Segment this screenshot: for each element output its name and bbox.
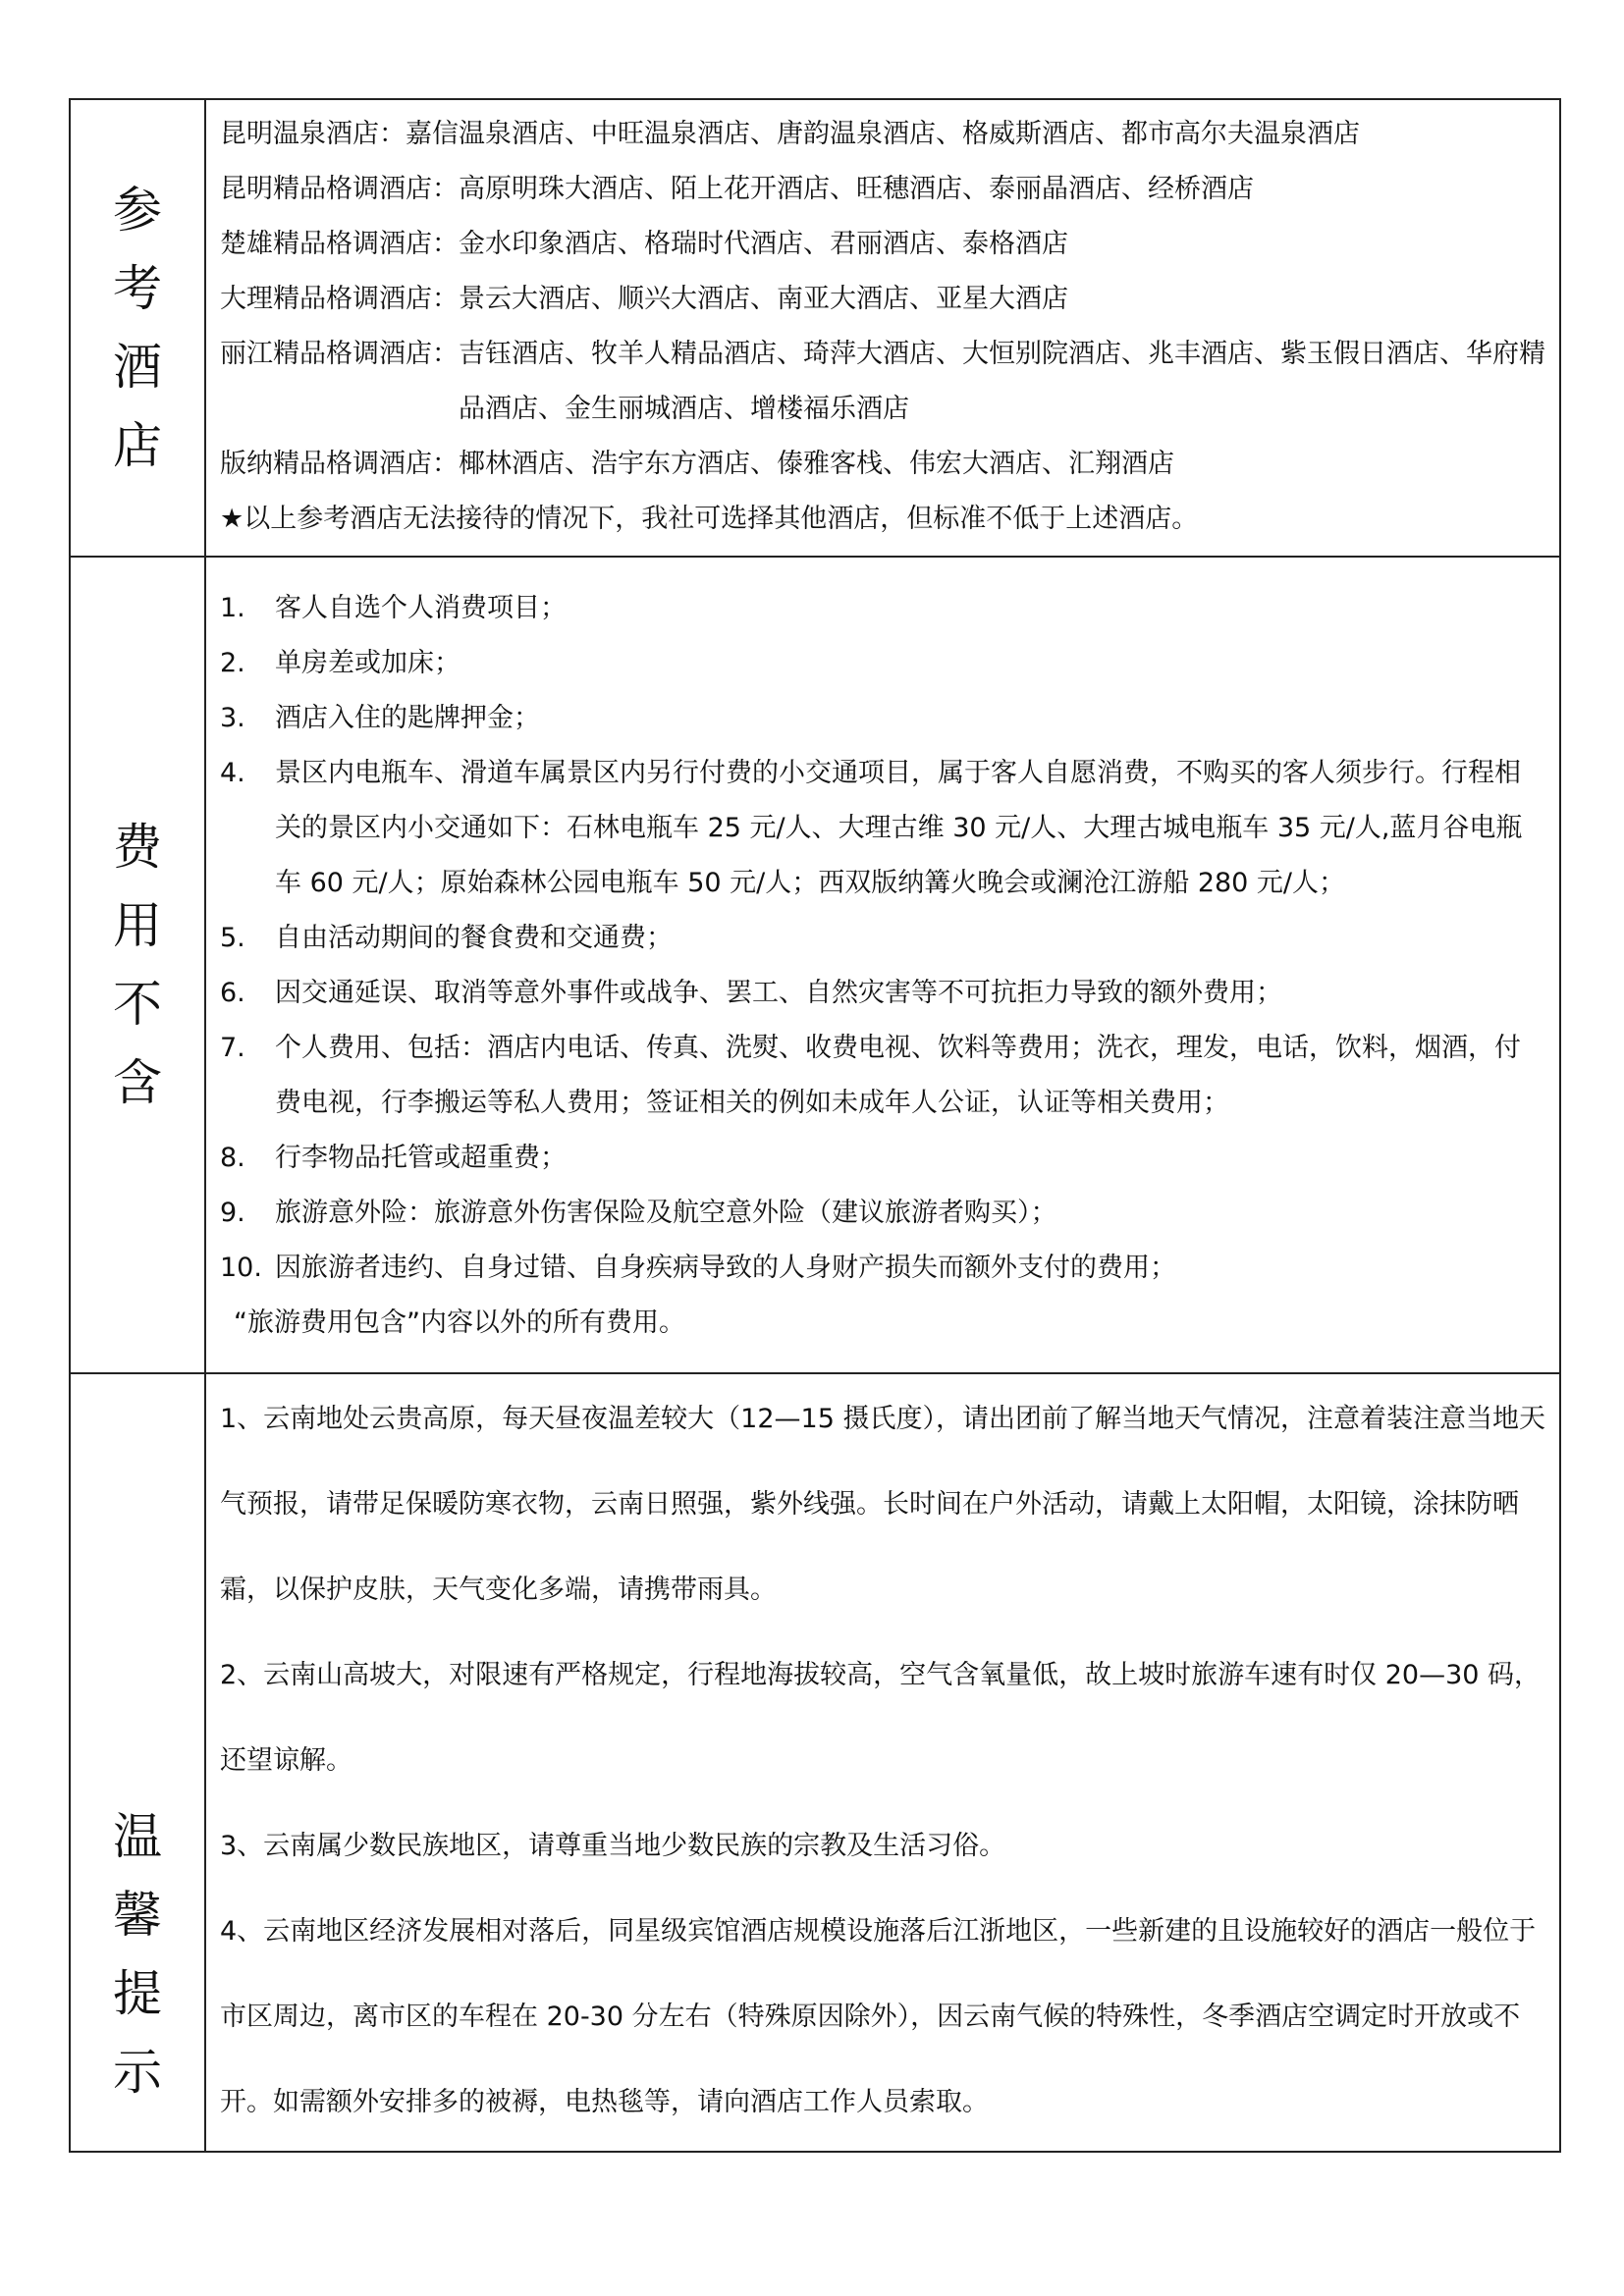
- item-text: 行李物品托管或超重费；: [275, 1143, 567, 1173]
- label-char: 含: [113, 1054, 162, 1111]
- list-item: [220, 636, 1545, 691]
- item-text: 单房差或加床；: [275, 648, 460, 678]
- item-number: 6.: [220, 978, 245, 1008]
- hotel-region: 楚雄精品格调酒店：: [220, 229, 459, 259]
- reference-hotels-content: [205, 99, 1560, 557]
- hotel-line-kunming-hotspring: [220, 107, 1545, 162]
- tip-paragraph: 4、云南地区经济发展相对落后，同星级宾馆酒店规模设施落后江浙地区，一些新建的且设施较好的酒店一般位于市区周边，离市区的车程在 20-30 分左右（特殊原因除外），因云南气候的特殊性，冬季酒店空调定时开放或不开。如需额外安排多的被褥，电热毯等，请向酒店工作人员索取。: [220, 1916, 1537, 2117]
- item-number: 9.: [220, 1198, 245, 1228]
- hotel-region: 丽江精品格调酒店：: [220, 339, 459, 369]
- item-text: 自由活动期间的餐食费和交通费；: [275, 923, 673, 953]
- hotel-region: 昆明温泉酒店：: [220, 119, 406, 149]
- list-item: [220, 911, 1545, 966]
- tip-paragraph: 1、云南地处云贵高原，每天昼夜温差较大（12—15 摄氏度），请出团前了解当地天气情况，注意着装注意当地天气预报，请带足保暖防寒衣物，云南日照强，紫外线强。长时间在户外活动，请戴上太阳帽，太阳镜，涂抹防晒霜，以保护皮肤，天气变化多端，请携带雨具。: [220, 1404, 1545, 1605]
- label-char: 店: [113, 417, 162, 474]
- cost-exclusions-content: [205, 557, 1560, 1373]
- label-char: 费: [113, 819, 162, 876]
- hotel-names: 吉钰酒店、牧羊人精品酒店、琦萍大酒店、大恒别院酒店、兆丰酒店、紫玉假日酒店、华府精品酒店、金生丽城酒店、增楼福乐酒店: [459, 339, 1545, 424]
- item-number: 5.: [220, 923, 245, 953]
- reference-hotels-row: [70, 99, 1560, 557]
- label-char: 参: [113, 182, 162, 239]
- hotel-line-banna-boutique: [220, 437, 1545, 492]
- item-text: 酒店入住的匙牌押金；: [275, 703, 540, 733]
- list-item: [220, 1241, 1545, 1296]
- list-item: [220, 966, 1545, 1021]
- hotel-region: 大理精品格调酒店：: [220, 284, 459, 314]
- list-item: [220, 746, 1545, 911]
- item-number: 4.: [220, 758, 245, 788]
- reference-hotels-label: [70, 99, 205, 557]
- item-text: 因交通延误、取消等意外事件或战争、罢工、自然灾害等不可抗拒力导致的额外费用；: [275, 978, 1282, 1008]
- list-item: [220, 1021, 1545, 1131]
- item-number: 10.: [220, 1253, 262, 1283]
- label-char: 酒: [113, 339, 162, 396]
- label-char: 提: [113, 1965, 162, 2022]
- item-number: 3.: [220, 703, 245, 733]
- label-char: 不: [113, 976, 162, 1033]
- item-text: 景区内电瓶车、滑道车属景区内另行付费的小交通项目，属于客人自愿消费，不购买的客人须步行。行程相关的景区内小交通如下：石林电瓶车 25 元/人、大理古维 30 元/人、大理古城电瓶车 35 元/人,蓝月谷电瓶车 60 元/人；原始森林公园电瓶车 50 元/人；西双版纳篝火晚会或澜沧江游船 280 元/人；: [275, 758, 1523, 898]
- item-text: 因旅游者违约、自身过错、自身疾病导致的人身财产损失而额外支付的费用；: [275, 1253, 1176, 1283]
- label-char: 示: [113, 2044, 162, 2101]
- info-table: [69, 98, 1561, 2153]
- list-item: [220, 1131, 1545, 1186]
- cost-exclusions-row: [70, 557, 1560, 1373]
- item-text: 个人费用、包括：酒店内电话、传真、洗熨、收费电视、饮料等费用；洗衣，理发，电话，饮料，烟酒，付费电视，行李搬运等私人费用；签证相关的例如未成年人公证，认证等相关费用；: [275, 1033, 1521, 1118]
- hotel-line-lijiang-boutique: [220, 327, 1545, 437]
- item-text: 旅游意外险：旅游意外伤害保险及航空意外险（建议旅游者购买）；: [275, 1198, 1057, 1228]
- hotel-names: 高原明珠大酒店、陌上花开酒店、旺穗酒店、泰丽晶酒店、经桥酒店: [459, 174, 1254, 204]
- label-char: 用: [113, 897, 162, 954]
- label-char: 温: [113, 1808, 162, 1865]
- hotel-note: ★以上参考酒店无法接待的情况下，我社可选择其他酒店，但标准不低于上述酒店。: [220, 504, 1199, 534]
- list-item: [220, 581, 1545, 636]
- list-item: [220, 1186, 1545, 1241]
- exclusions-footer: “旅游费用包含”内容以外的所有费用。: [234, 1308, 685, 1338]
- hotel-names: 景云大酒店、顺兴大酒店、南亚大酒店、亚星大酒店: [459, 284, 1068, 314]
- warm-tips-content: [205, 1373, 1560, 2152]
- hotel-line-chuxiong-boutique: [220, 217, 1545, 272]
- label-char: 馨: [113, 1887, 162, 1944]
- cost-exclusions-label: [70, 557, 205, 1373]
- hotel-region: 版纳精品格调酒店：: [220, 449, 459, 479]
- hotel-names: 嘉信温泉酒店、中旺温泉酒店、唐韵温泉酒店、格威斯酒店、都市高尔夫温泉酒店: [406, 119, 1360, 149]
- hotel-region: 昆明精品格调酒店：: [220, 174, 459, 204]
- tip-paragraph: 3、云南属少数民族地区，请尊重当地少数民族的宗教及生活习俗。: [220, 1831, 1006, 1861]
- hotel-line-dali-boutique: [220, 272, 1545, 327]
- warm-tips-row: [70, 1373, 1560, 2152]
- list-item: [220, 691, 1545, 746]
- item-number: 8.: [220, 1143, 245, 1173]
- hotel-names: 金水印象酒店、格瑞时代酒店、君丽酒店、泰格酒店: [459, 229, 1068, 259]
- item-number: 2.: [220, 648, 245, 678]
- item-text: 客人自选个人消费项目；: [275, 593, 567, 623]
- item-number: 1.: [220, 593, 245, 623]
- label-char: 考: [113, 260, 162, 317]
- item-number: 7.: [220, 1033, 245, 1063]
- hotel-names: 椰林酒店、浩宇东方酒店、傣雅客栈、伟宏大酒店、汇翔酒店: [459, 449, 1174, 479]
- tip-paragraph: 2、云南山高坡大，对限速有严格规定，行程地海拔较高，空气含氧量低，故上坡时旅游车速有时仅 20—30 码，还望谅解。: [220, 1660, 1542, 1776]
- warm-tips-label: [70, 1373, 205, 2152]
- hotel-line-kunming-boutique: [220, 162, 1545, 217]
